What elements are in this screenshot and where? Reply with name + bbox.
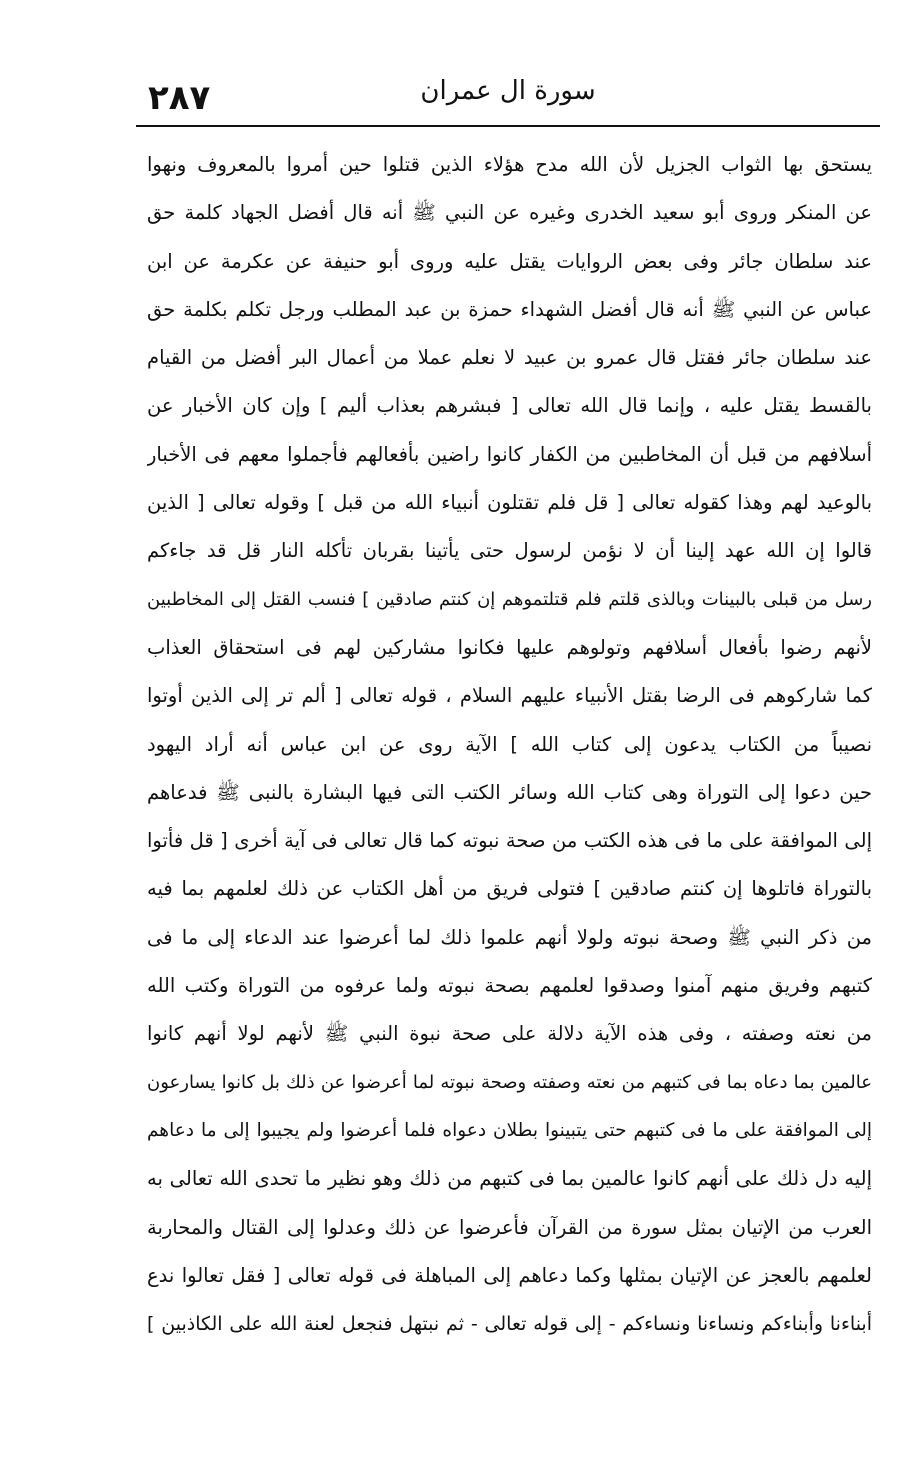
text-line: لعلمهم بالعجز عن الإتيان بمثلها وكما دعاهم إلى المباهلة فى قوله تعالى [ فقل تعالوا ندع: [147, 1263, 872, 1287]
text-line: نصيباً من الكتاب يدعون إلى كتاب الله ] الآية روى عن ابن عباس أنه أراد اليهود: [147, 732, 872, 756]
text-line: لأنهم رضوا بأفعال أسلافهم وتولوهم عليها فكانوا مشاركين لهم فى استحقاق العذاب: [147, 635, 872, 659]
text-line: إلى الموافقة على ما فى هذه الكتب من صحة نبوته كما قال تعالى فى آية أخرى [ قل فأتوا: [147, 829, 872, 853]
text-line: قالوا إن الله عهد إلينا أن لا نؤمن لرسول حتى يأتينا بقربان تأكله النار قل قد جاءكم: [147, 539, 872, 563]
text-line: من ذكر النبي ﷺ وصحة نبوته ولولا أنهم علموا ذلك لما أعرضوا عند الدعاء إلى ما فى: [147, 925, 872, 949]
text-line: كما شاركوهم فى الرضا بقتل الأنبياء عليهم السلام ، قوله تعالى [ ألم تر إلى الذين أوتوا: [147, 684, 872, 708]
text-line: أبناءنا وأبناءكم ونساءنا ونساءكم - إلى قوله تعالى - ثم نبتهل فنجعل لعنة الله على الكاذبين ]: [147, 1313, 872, 1336]
text-line: عن المنكر وروى أبو سعيد الخدرى وغيره عن النبي ﷺ أنه قال أفضل الجهاد كلمة حق: [147, 201, 872, 225]
text-line: حين دعوا إلى التوراة وهى كتاب الله وسائر الكتب التى فيها البشارة بالنبى ﷺ فدعاهم: [147, 780, 872, 804]
text-line: عند سلطان جائر فقتل قال عمرو بن عبيد لا نعلم عملا من أعمال البر أفضل من القيام: [147, 346, 872, 370]
text-line: عباس عن النبي ﷺ أنه قال أفضل الشهداء حمزة بن عبد المطلب ورجل تكلم بكلمة حق: [147, 297, 872, 321]
body-text: [147, 141, 872, 1348]
header-divider: [136, 125, 880, 127]
text-line: عالمين بما دعاه بما فى كتبهم من نعته وصفته وصحة نبوته لما أعرضوا عن ذلك بل كانوا يسارعون: [147, 1071, 872, 1093]
page-number: ٢٨٧: [148, 78, 211, 118]
text-line: إليه دل ذلك على أنهم كانوا عالمين بما فى كتبهم من ذلك وهو نظير ما تحدى الله تعالى به: [147, 1167, 872, 1191]
running-title: سورة ال عمران: [420, 76, 596, 106]
text-line: عند سلطان جائر وفى بعض الروايات يقتل عليه وروى أبو حنيفة عن عكرمة عن ابن: [147, 249, 872, 273]
text-line: رسل من قبلى بالبينات وبالذى قلتم فلم قتلتموهم إن كنتم صادقين ] فنسب القتل إلى المخاطبين: [147, 588, 872, 610]
text-line: إلى الموافقة على ما فى كتبهم حتى يتبينوا بطلان دعواه فلما أعرضوا ولم يجيبوا إلى ما دعاهم: [147, 1119, 872, 1141]
text-line: يستحق بها الثواب الجزيل لأن الله مدح هؤلاء الذين قتلوا حين أمروا بالمعروف ونهوا: [147, 153, 872, 176]
text-line: بالقسط يقتل عليه ، وإنما قال الله تعالى [ فبشرهم بعذاب أليم ] وإن كان الأخبار عن: [147, 394, 872, 418]
text-line: العرب من الإتيان بمثل سورة من القرآن فأعرضوا عن ذلك وعدلوا إلى القتال والمحاربة: [147, 1215, 872, 1239]
text-line: من نعته وصفته ، وفى هذه الآية دلالة على صحة نبوة النبي ﷺ لأنهم لولا أنهم كانوا: [147, 1022, 872, 1046]
text-line: أسلافهم من قبل أن المخاطبين من الكفار كانوا راضين بأفعالهم فأجملوا معهم فى الأخبار: [147, 442, 872, 466]
text-line: كتبهم وفريق منهم آمنوا وصدقوا لعلمهم بصحة نبوته ولما عرفوه من التوراة وكتب الله: [147, 974, 872, 998]
page-header: [136, 70, 880, 126]
text-line: بالوعيد لهم وهذا كقوله تعالى [ قل فلم تقتلون أنبياء الله من قبل ] وقوله تعالى [ الذين: [147, 491, 872, 515]
text-line: بالتوراة فاتلوها إن كنتم صادقين ] فتولى فريق من أهل الكتاب عن ذلك لعلمهم بما فيه: [147, 877, 872, 901]
